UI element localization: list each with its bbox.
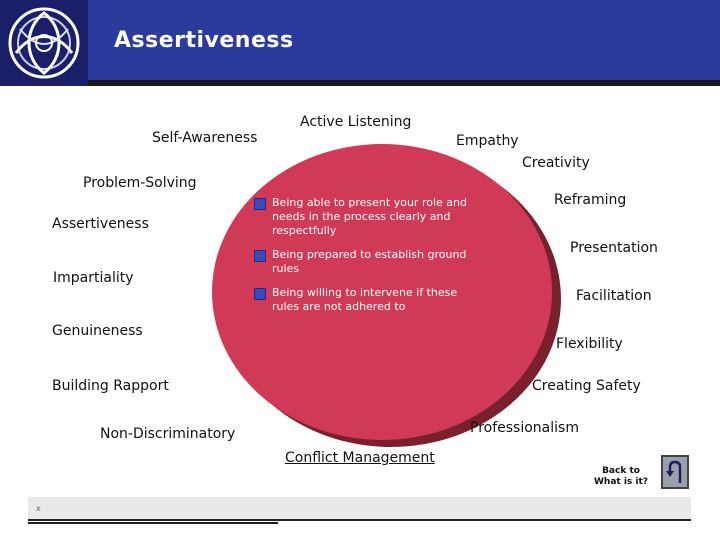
skill-self-awareness: Self-Awareness	[152, 130, 258, 146]
footer-underline	[28, 522, 278, 524]
skill-empathy: Empathy	[456, 133, 519, 149]
skill-assertiveness: Assertiveness	[52, 216, 149, 232]
skill-creativity: Creativity	[522, 155, 590, 171]
skill-building-rapport: Building Rapport	[52, 378, 169, 394]
back-link[interactable]	[590, 466, 652, 488]
footer-bar	[28, 497, 691, 521]
bullet-text: Being prepared to establish ground rules	[272, 248, 467, 275]
skill-creating-safety: Creating Safety	[532, 378, 641, 394]
skill-reframing: Reframing	[554, 192, 627, 208]
square-bullet-icon	[254, 250, 266, 262]
bullet-text: Being able to present your role and needs in the process clearly and respectfully	[272, 196, 467, 237]
skill-conflict-management[interactable]: Conflict Management	[285, 450, 435, 466]
skill-presentation: Presentation	[570, 240, 658, 256]
footer-mark: x	[36, 504, 41, 513]
celtic-knot-icon	[4, 3, 84, 83]
list-item	[254, 196, 484, 238]
skill-non-discriminatory: Non-Discriminatory	[100, 426, 236, 442]
u-turn-arrow-icon	[665, 459, 685, 485]
title-bar	[0, 0, 720, 82]
skill-active-listening: Active Listening	[300, 114, 412, 130]
skill-impartiality: Impartiality	[53, 270, 134, 286]
back-link-line2: What is it?	[593, 477, 649, 487]
bullet-text: Being willing to intervene if these rules are not adhered to	[272, 286, 458, 313]
skill-professionalism: Professionalism	[470, 420, 579, 436]
back-link-line1: Back to	[602, 466, 640, 476]
header-divider	[88, 80, 720, 86]
skill-problem-solving: Problem-Solving	[83, 175, 197, 191]
skill-flexibility: Flexibility	[556, 336, 623, 352]
page-title: Assertiveness	[114, 28, 294, 53]
skill-facilitation: Facilitation	[576, 288, 652, 304]
list-item	[254, 248, 484, 276]
back-button[interactable]	[661, 455, 689, 489]
list-item	[254, 286, 484, 314]
skill-genuineness: Genuineness	[52, 323, 143, 339]
square-bullet-icon	[254, 198, 266, 210]
celtic-knot-logo	[0, 0, 88, 86]
square-bullet-icon	[254, 288, 266, 300]
bullet-list	[254, 196, 484, 324]
